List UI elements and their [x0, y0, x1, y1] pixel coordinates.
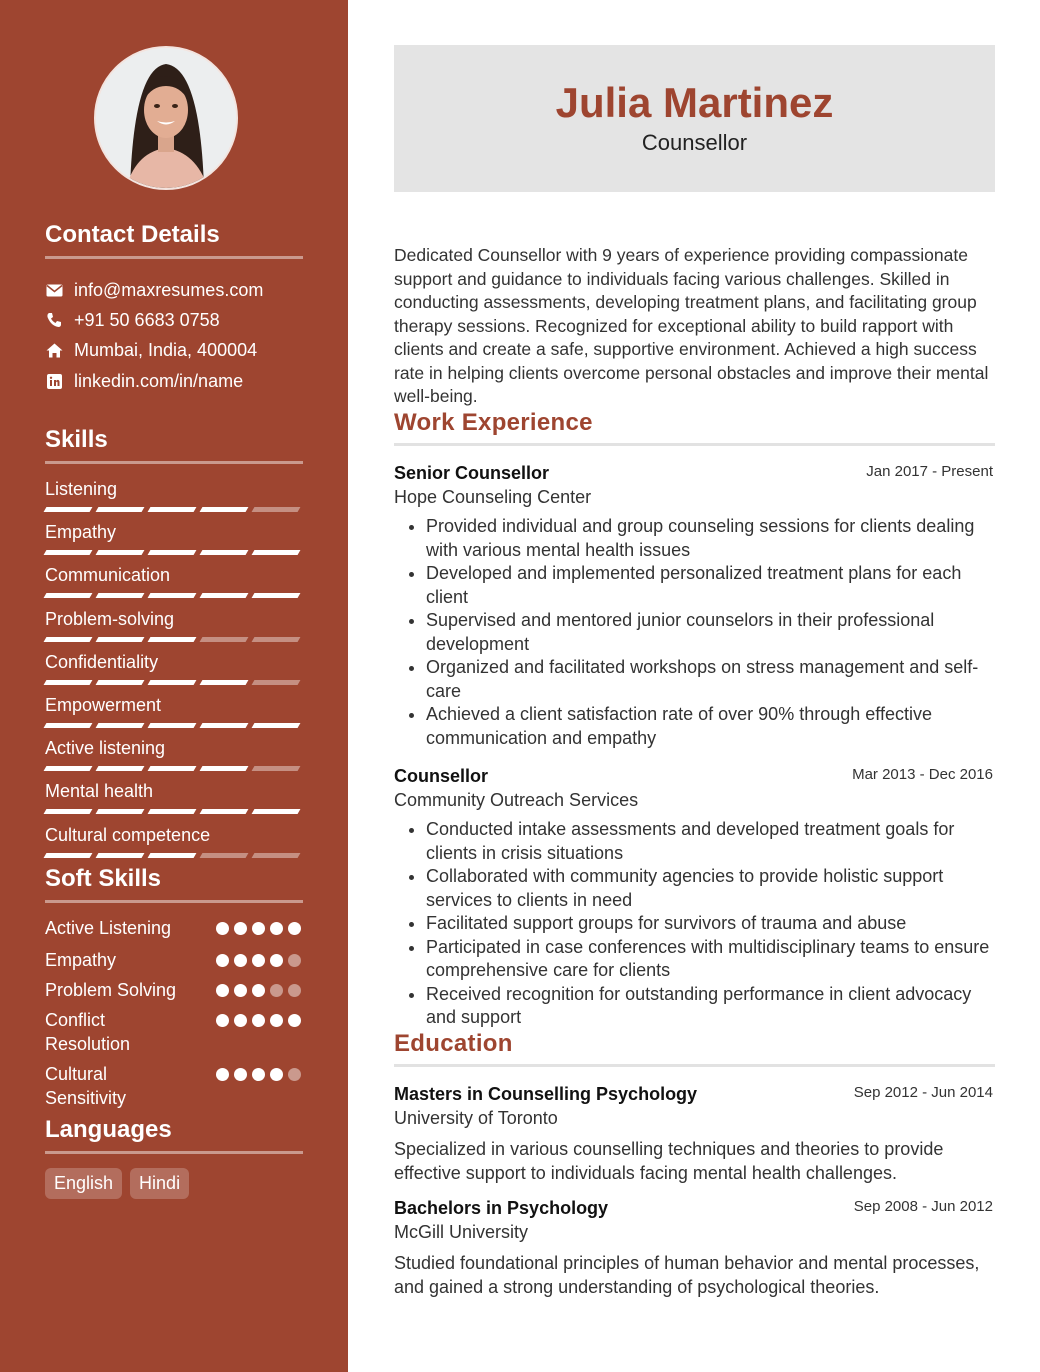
skill-level-segment	[44, 593, 93, 598]
soft-skill-label: Conflict Resolution	[45, 1010, 131, 1054]
contact-heading: Contact Details	[45, 221, 220, 248]
skill-level-segment	[200, 680, 249, 685]
skill-label: Listening	[45, 479, 118, 499]
profile-photo	[96, 48, 236, 188]
skill-level-bar	[45, 809, 303, 814]
job-bullet: • Provided individual and group counseling sessions for clients dealing with various mental health issues	[426, 515, 995, 562]
soft-skill-row	[45, 916, 303, 940]
skill-level-segment	[96, 593, 145, 598]
rating-dot	[270, 922, 283, 935]
languages-heading: Languages	[45, 1116, 172, 1143]
contact-linkedin-text: linkedin.com/in/name	[74, 370, 244, 391]
skill-level-segment	[44, 766, 93, 771]
rating-dot	[252, 984, 265, 997]
skill-level-segment	[252, 507, 301, 512]
job-org: Hope Counseling Center	[394, 487, 592, 507]
contact-phone[interactable]	[45, 308, 220, 332]
soft-skill-label: Cultural Sensitivity	[45, 1064, 127, 1108]
soft-skill-row	[45, 948, 303, 972]
degree-title: Masters in Counselling Psychology	[394, 1084, 698, 1104]
soft-skill-rating	[216, 1014, 301, 1027]
job-title: Counsellor	[394, 766, 489, 786]
job-entry	[394, 462, 995, 750]
job-bullets	[394, 818, 995, 1030]
skill-level-bar	[45, 507, 303, 512]
contact-location	[45, 338, 257, 362]
skill-level-segment	[252, 723, 301, 728]
contact-phone-text: +91 50 6683 0758	[74, 309, 220, 330]
skill-level-segment	[96, 680, 145, 685]
sidebar	[0, 0, 348, 1372]
skill-level-segment	[200, 593, 249, 598]
job-bullet: • Participated in case conferences with multidisciplinary teams to ensure comprehensive care for clients	[426, 936, 995, 983]
skill-level-segment	[44, 550, 93, 555]
skill-level-segment	[148, 766, 197, 771]
job-bullet: • Facilitated support groups for survivors of trauma and abuse	[426, 912, 995, 936]
skill-level-bar	[45, 550, 303, 555]
school-name: McGill University	[394, 1222, 529, 1242]
skill-level-segment	[148, 680, 197, 685]
soft-skill-row	[45, 978, 303, 1002]
contact-email[interactable]	[45, 278, 263, 302]
degree-title: Bachelors in Psychology	[394, 1198, 609, 1218]
rating-dot	[288, 922, 301, 935]
rating-dot	[270, 954, 283, 967]
job-title: Senior Counsellor	[394, 463, 550, 483]
skill-level-segment	[96, 766, 145, 771]
skill-level-segment	[96, 550, 145, 555]
rating-dot	[234, 1014, 247, 1027]
rating-dot	[270, 1014, 283, 1027]
rating-dot	[216, 954, 229, 967]
skill-row	[45, 737, 303, 771]
rating-dot	[234, 1068, 247, 1081]
skill-level-bar	[45, 723, 303, 728]
skill-label: Active listening	[45, 738, 166, 759]
skill-label: Cultural competence	[45, 824, 211, 845]
education-entry	[394, 1083, 995, 1185]
rating-dot	[252, 1014, 265, 1027]
skill-level-segment	[200, 507, 249, 512]
skill-level-segment	[200, 853, 249, 858]
skill-level-segment	[44, 680, 93, 685]
skill-level-segment	[44, 853, 93, 858]
skill-level-segment	[44, 809, 93, 814]
skill-label: Mental health	[45, 781, 154, 802]
skill-level-segment	[252, 809, 301, 814]
soft-skills-divider	[45, 900, 303, 903]
skill-level-segment	[96, 723, 145, 728]
skill-level-segment	[148, 550, 197, 555]
home-icon	[45, 341, 63, 359]
job-org: Community Outreach Services	[394, 790, 639, 810]
job-dates: Jan 2017 - Present	[866, 463, 993, 480]
skill-label: Communication	[45, 565, 171, 586]
job-bullet: • Supervised and mentored junior counselors in their professional development	[426, 609, 995, 656]
skill-level-segment	[44, 507, 93, 512]
skill-row	[45, 651, 303, 685]
skill-row	[45, 824, 303, 858]
contact-divider	[45, 256, 303, 259]
phone-icon	[45, 311, 63, 329]
rating-dot	[252, 954, 265, 967]
skill-row	[45, 478, 303, 512]
skill-level-segment	[148, 507, 197, 512]
soft-skill-label: Empathy	[45, 950, 117, 970]
envelope-icon	[45, 281, 63, 299]
rating-dot	[270, 1068, 283, 1081]
language-tag: Hindi	[130, 1168, 189, 1199]
contact-email-text: info@maxresumes.com	[74, 279, 264, 300]
skill-level-segment	[44, 637, 93, 642]
skill-level-bar	[45, 637, 303, 642]
job-bullet: • Achieved a client satisfaction rate of over 90% through effective communication and empathy	[426, 703, 995, 750]
job-bullet: • Conducted intake assessments and developed treatment goals for clients in crisis situations	[426, 818, 995, 865]
soft-skill-rating	[216, 954, 301, 967]
soft-skill-rating	[216, 1068, 301, 1081]
skill-level-segment	[96, 507, 145, 512]
skill-level-segment	[148, 723, 197, 728]
rating-dot	[252, 922, 265, 935]
skill-row	[45, 608, 303, 642]
skill-level-bar	[45, 853, 303, 858]
skill-row	[45, 694, 303, 728]
skill-level-segment	[252, 766, 301, 771]
education-description: Studied foundational principles of human behavior and mental processes, and gained a strong understanding of psychological theories.	[394, 1253, 980, 1297]
skill-level-bar	[45, 593, 303, 598]
education-heading: Education	[394, 1030, 513, 1057]
soft-skill-label: Problem Solving	[45, 980, 177, 1000]
education-divider	[394, 1064, 995, 1067]
skill-row	[45, 780, 303, 814]
profile-summary: Dedicated Counsellor with 9 years of experience providing compassionate support and guidance to individuals facing various challenges. Skilled in conducting assessments, developing treatment plans, and facilitating group therapy sessions. Recognized for exceptional ability to build rapport with clients and create a safe, supportive environment. Achieved a high success rate in helping clients overcome personal obstacles and improve their mental well-being.	[394, 245, 989, 406]
skill-level-segment	[200, 766, 249, 771]
contact-linkedin[interactable]	[45, 369, 243, 393]
rating-dot	[216, 984, 229, 997]
work-divider	[394, 443, 995, 446]
avatar	[94, 46, 238, 190]
skill-level-segment	[96, 853, 145, 858]
contact-location-text: Mumbai, India, 400004	[74, 339, 258, 360]
job-bullet: • Developed and implemented personalized treatment plans for each client	[426, 562, 995, 609]
rating-dot	[288, 984, 301, 997]
rating-dot	[216, 922, 229, 935]
soft-skill-rating	[216, 984, 301, 997]
name-header	[394, 45, 995, 192]
skill-level-segment	[252, 593, 301, 598]
rating-dot	[234, 984, 247, 997]
soft-skills-heading: Soft Skills	[45, 865, 162, 892]
skill-level-bar	[45, 680, 303, 685]
job-bullet: • Organized and facilitated workshops on stress management and self-care	[426, 656, 995, 703]
languages-list	[45, 1168, 189, 1199]
skill-label: Problem-solving	[45, 608, 175, 629]
skill-level-segment	[252, 637, 301, 642]
rating-dot	[288, 954, 301, 967]
job-dates: Mar 2013 - Dec 2016	[852, 766, 993, 783]
skill-level-segment	[44, 723, 93, 728]
skill-level-segment	[200, 809, 249, 814]
skills-divider	[45, 461, 303, 464]
rating-dot	[234, 954, 247, 967]
language-tag: English	[45, 1168, 122, 1199]
skill-level-segment	[200, 550, 249, 555]
soft-skill-row	[45, 1062, 303, 1110]
rating-dot	[252, 1068, 265, 1081]
rating-dot	[234, 922, 247, 935]
skill-level-segment	[148, 809, 197, 814]
skill-label: Empowerment	[45, 695, 162, 715]
job-entry	[394, 765, 995, 1030]
rating-dot	[288, 1068, 301, 1081]
education-entry	[394, 1197, 995, 1299]
skill-level-bar	[45, 766, 303, 771]
rating-dot	[270, 984, 283, 997]
education-dates: Sep 2012 - Jun 2014	[853, 1084, 993, 1101]
rating-dot	[216, 1068, 229, 1081]
skill-level-segment	[252, 550, 301, 555]
skill-level-segment	[200, 637, 249, 642]
candidate-role: Counsellor	[641, 130, 748, 155]
education-dates: Sep 2008 - Jun 2012	[853, 1198, 993, 1215]
skill-label: Empathy	[45, 522, 117, 543]
school-name: University of Toronto	[394, 1108, 558, 1128]
skill-row	[45, 521, 303, 555]
skill-level-segment	[148, 853, 197, 858]
work-heading: Work Experience	[394, 409, 593, 436]
skill-level-segment	[148, 637, 197, 642]
skill-label: Confidentiality	[45, 651, 159, 672]
soft-skill-label: Active Listening	[45, 918, 172, 938]
job-bullets	[394, 515, 995, 750]
rating-dot	[216, 1014, 229, 1027]
education-description: Specialized in various counselling techniques and theories to provide effective support to individuals facing mental health challenges.	[394, 1139, 944, 1183]
soft-skill-rating	[216, 922, 301, 935]
skills-heading: Skills	[45, 426, 108, 453]
skill-level-segment	[96, 637, 145, 642]
skill-row	[45, 564, 303, 598]
rating-dot	[288, 1014, 301, 1027]
skill-level-segment	[252, 680, 301, 685]
linkedin-icon	[45, 372, 63, 390]
job-bullet: • Collaborated with community agencies to provide holistic support services to clients in need	[426, 865, 995, 912]
skill-level-segment	[96, 809, 145, 814]
skill-level-segment	[200, 723, 249, 728]
soft-skill-row	[45, 1008, 303, 1056]
skill-level-segment	[148, 593, 197, 598]
languages-divider	[45, 1151, 303, 1154]
skill-level-segment	[252, 853, 301, 858]
job-bullet: • Received recognition for outstanding performance in client advocacy and support	[426, 983, 995, 1030]
candidate-name: Julia Martinez	[555, 79, 834, 126]
